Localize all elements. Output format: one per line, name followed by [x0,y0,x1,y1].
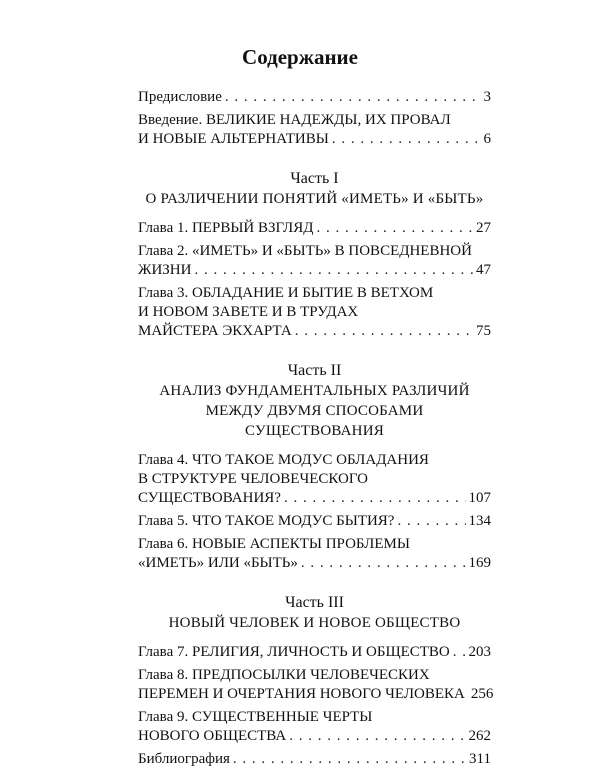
entry-last-line [138,261,491,280]
entry-title-line: И НОВЫЕ АЛЬТЕРНАТИВЫ [138,131,329,147]
dot-leader [397,512,465,531]
dot-leader [284,489,466,508]
page-number: 262 [468,728,491,744]
entry-title-line: МАЙСТЕРА ЭКХАРТА [138,323,292,339]
dot-leader [316,219,473,238]
part-heading [138,593,491,633]
part-number: Часть I [290,170,339,187]
entry-title-line: Глава 5. ЧТО ТАКОЕ МОДУС БЫТИЯ? [138,513,395,529]
dot-leader [194,261,473,280]
entry-last-line [138,130,491,149]
page-number: 256 [470,686,494,702]
entry-last-line [138,512,491,531]
toc-entry [138,750,491,769]
part-heading [138,169,491,209]
part-title: О РАЗЛИЧЕНИИ ПОНЯТИЙ «ИМЕТЬ» И «БЫТЬ» [145,191,484,207]
entry-title-line: СУЩЕСТВОВАНИЯ? [138,490,281,506]
entry-title-line: ПЕРЕМЕН И ОЧЕРТАНИЯ НОВОГО ЧЕЛОВЕКА [138,686,465,702]
page-number: 27 [476,220,491,236]
part-title: НОВЫЙ ЧЕЛОВЕК И НОВОЕ ОБЩЕСТВО [168,615,461,631]
entry-title-line: ЖИЗНИ [138,262,192,278]
table-of-contents [138,88,494,773]
entry-title-line: И НОВОМ ЗАВЕТЕ И В ТРУДАХ [138,304,359,320]
part-number: Часть III [285,594,344,611]
entry-title-line: Предисловие [138,89,222,105]
page-number: 47 [476,262,491,278]
entry-last-line [138,219,491,238]
page-number: 203 [468,644,491,660]
toc-entry [138,284,491,341]
part-title: МЕЖДУ ДВУМЯ СПОСОБАМИ СУЩЕСТВОВАНИЯ [205,403,424,439]
entry-title-line: Глава 4. ЧТО ТАКОЕ МОДУС ОБЛАДАНИЯ [138,452,429,468]
entry-last-line [138,489,491,508]
page-number: 169 [468,555,491,571]
entry-last-line [138,727,491,746]
entry-last-line [138,88,491,107]
dot-leader [453,643,466,662]
part-title: АНАЛИЗ ФУНДАМЕНТАЛЬНЫХ РАЗЛИЧИЙ [159,383,470,399]
toc-entry [138,535,491,573]
entry-title-line: Глава 8. ПРЕДПОСЫЛКИ ЧЕЛОВЕЧЕСКИХ [138,667,430,683]
entry-title-line: Глава 1. ПЕРВЫЙ ВЗГЛЯД [138,220,314,236]
page-number: 6 [483,131,491,147]
dot-leader [301,554,466,573]
dot-leader [295,322,473,341]
entry-title-line: Глава 3. ОБЛАДАНИЕ И БЫТИЕ В ВЕТХОМ [138,285,434,301]
part-heading [138,361,491,441]
entry-last-line [138,685,494,704]
toc-entry [138,242,491,280]
entry-title-line: Введение. ВЕЛИКИЕ НАДЕЖДЫ, ИХ ПРОВАЛ [138,112,451,128]
toc-entry [138,666,494,704]
entry-title-line: Глава 2. «ИМЕТЬ» И «БЫТЬ» В ПОВСЕДНЕВНОЙ [138,243,472,259]
page-number: 75 [476,323,491,339]
toc-entry [138,643,491,662]
entry-title-line: НОВОГО ОБЩЕСТВА [138,728,287,744]
page-number: 107 [468,490,491,506]
toc-entry [138,111,491,149]
entry-title-line: Глава 7. РЕЛИГИЯ, ЛИЧНОСТЬ И ОБЩЕСТВО [138,644,450,660]
part-number: Часть II [287,362,342,379]
dot-leader [289,727,465,746]
toc-entry [138,512,491,531]
entry-last-line [138,643,491,662]
entry-last-line [138,322,491,341]
page-title: Содержание [242,45,358,69]
entry-title-line: «ИМЕТЬ» ИЛИ «БЫТЬ» [138,555,298,571]
toc-entry [138,451,491,508]
dot-leader [332,130,481,149]
dot-leader [233,750,466,769]
entry-last-line [138,554,491,573]
entry-title-line: Библиография [138,751,230,767]
entry-title-line: Глава 6. НОВЫЕ АСПЕКТЫ ПРОБЛЕМЫ [138,536,410,552]
entry-last-line [138,750,491,769]
toc-entry [138,708,491,746]
page-number: 134 [468,513,491,529]
toc-entry [138,88,491,107]
dot-leader [225,88,481,107]
entry-title-line: Глава 9. СУЩЕСТВЕННЫЕ ЧЕРТЫ [138,709,373,725]
entry-title-line: В СТРУКТУРЕ ЧЕЛОВЕЧЕСКОГО [138,471,368,487]
page-number: 311 [469,751,491,767]
page-number: 3 [483,89,491,105]
toc-entry [138,219,491,238]
